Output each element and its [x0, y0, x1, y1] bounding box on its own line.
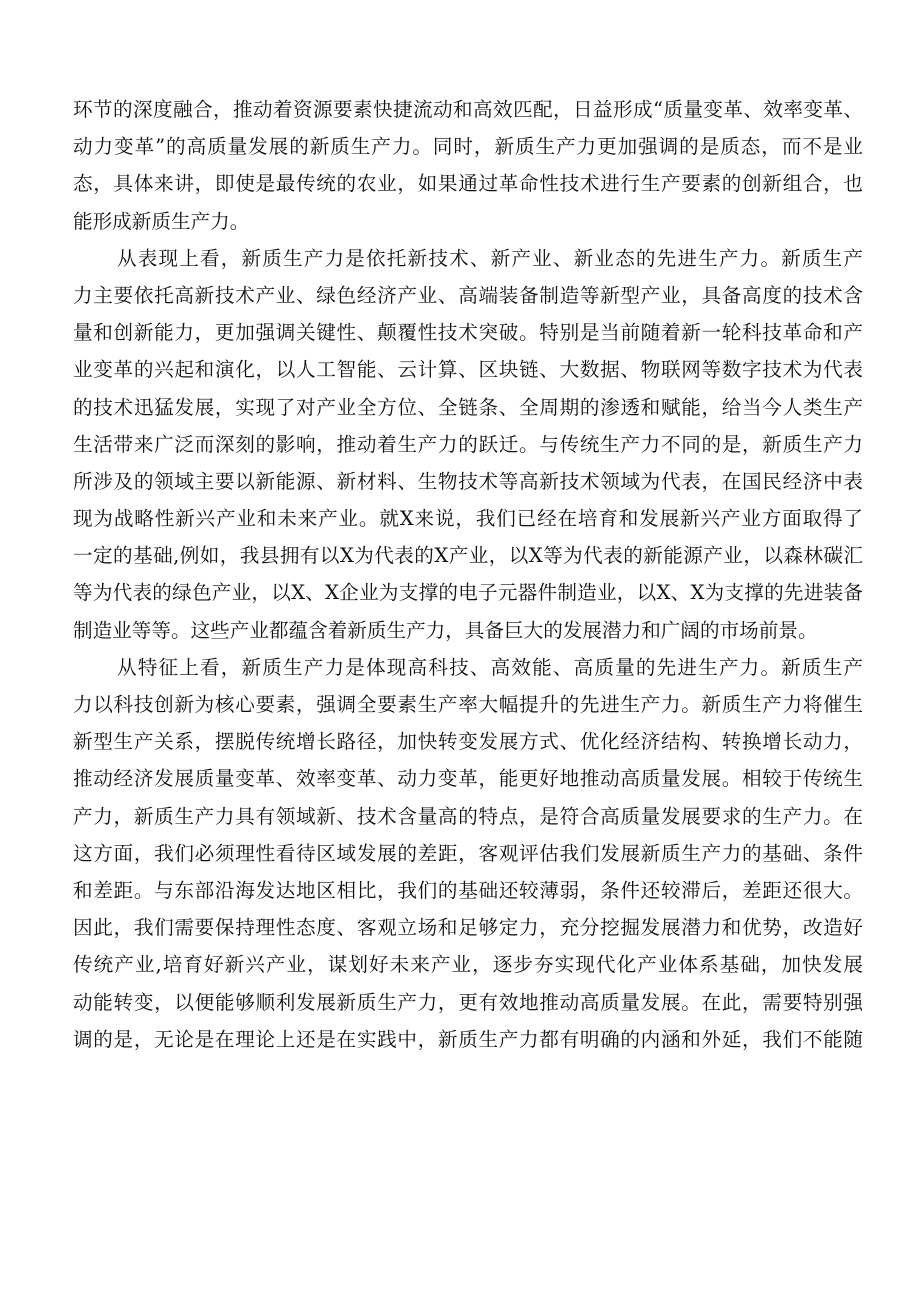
- text-line: 力以科技创新为核心要素，强调全要素生产率大幅提升的先进生产力。新质生产力将催生: [73, 693, 863, 716]
- text-line: 生活带来广泛而深刻的影响，推动着生产力的跃迁。与传统生产力不同的是，新质生产力: [73, 432, 863, 456]
- paragraph-1: [73, 91, 863, 240]
- text-line: 因此，我们需要保持理性态度、客观立场和足够定力，充分挖掘发展潜力和优势，改造好: [73, 916, 863, 940]
- paragraph-3: [73, 649, 863, 1058]
- text-line: 态，具体来讲，即使是最传统的农业，如果通过革命性技术进行生产要素的创新组合，也: [73, 172, 863, 196]
- text-line: 从表现上看，新质生产力是依托新技术、新产业、新业态的先进生产力。新质生产: [117, 246, 863, 270]
- text-line: 调的是，无论是在理论上还是在实践中，新质生产力都有明确的内涵和外延，我们不能随: [73, 1027, 863, 1051]
- text-line: 从特征上看，新质生产力是体现高科技、高效能、高质量的先进生产力。新质生产: [117, 655, 863, 679]
- text-line: 动能转变，以便能够顺利发展新质生产力，更有效地推动高质量发展。在此，需要特别强: [73, 990, 863, 1014]
- text-line: 等为代表的绿色产业，以X、X企业为支撑的电子元器件制造业，以X、X为支撑的先进装备: [73, 581, 863, 605]
- paragraph-2: [73, 240, 863, 649]
- text-line: 所涉及的领域主要以新能源、新材料、生物技术等高新技术领域为代表，在国民经济中表: [73, 469, 863, 493]
- text-line: 新型生产关系，摆脱传统增长路径，加快转变发展方式、优化经济结构、转换增长动力，: [73, 730, 863, 754]
- text-line: 力主要依托高新技术产业、绿色经济产业、高端装备制造等新型产业，具备高度的技术含: [73, 283, 863, 307]
- text-line: 环节的深度融合，推动着资源要素快捷流动和高效匹配，日益形成“质量变革、效率变革、: [73, 98, 863, 121]
- text-line: 的技术迅猛发展，实现了对产业全方位、全链条、全周期的渗透和赋能，给当今人类生产: [73, 395, 863, 419]
- text-line: 这方面，我们必须理性看待区域发展的差距，客观评估我们发展新质生产力的基础、条件: [73, 841, 863, 865]
- text-line: 现为战略性新兴产业和未来产业。就X来说，我们已经在培育和发展新兴产业方面取得了: [73, 507, 863, 531]
- text-line: 传统产业,培育好新兴产业，谋划好未来产业，逐步夯实现代化产业体系基础，加快发展: [73, 953, 863, 977]
- text-line: 能形成新质生产力。: [73, 209, 250, 233]
- text-line: 产力，新质生产力具有领域新、技术含量高的特点，是符合高质量发展要求的生产力。在: [73, 804, 863, 828]
- text-line: 制造业等等。这些产业都蕴含着新质生产力，具备巨大的发展潜力和广阔的市场前景。: [73, 618, 818, 642]
- text-line: 动力变革”的高质量发展的新质生产力。同时，新质生产力更加强调的是质态，而不是业: [73, 135, 863, 159]
- text-line: 一定的基础,例如，我县拥有以X为代表的X产业，以X等为代表的新能源产业，以森林碳汇: [73, 544, 863, 568]
- body-text: [73, 91, 863, 1058]
- text-line: 业变革的兴起和演化，以人工智能、云计算、区块链、大数据、物联网等数字技术为代表: [73, 358, 863, 382]
- text-line: 和差距。与东部沿海发达地区相比，我们的基础还较薄弱，条件还较滞后，差距还很大。: [73, 878, 863, 902]
- text-line: 量和创新能力，更加强调关键性、颠覆性技术突破。特别是当前随着新一轮科技革命和产: [73, 321, 863, 345]
- text-line: 推动经济发展质量变革、效率变革、动力变革，能更好地推动高质量发展。相较于传统生: [73, 767, 863, 791]
